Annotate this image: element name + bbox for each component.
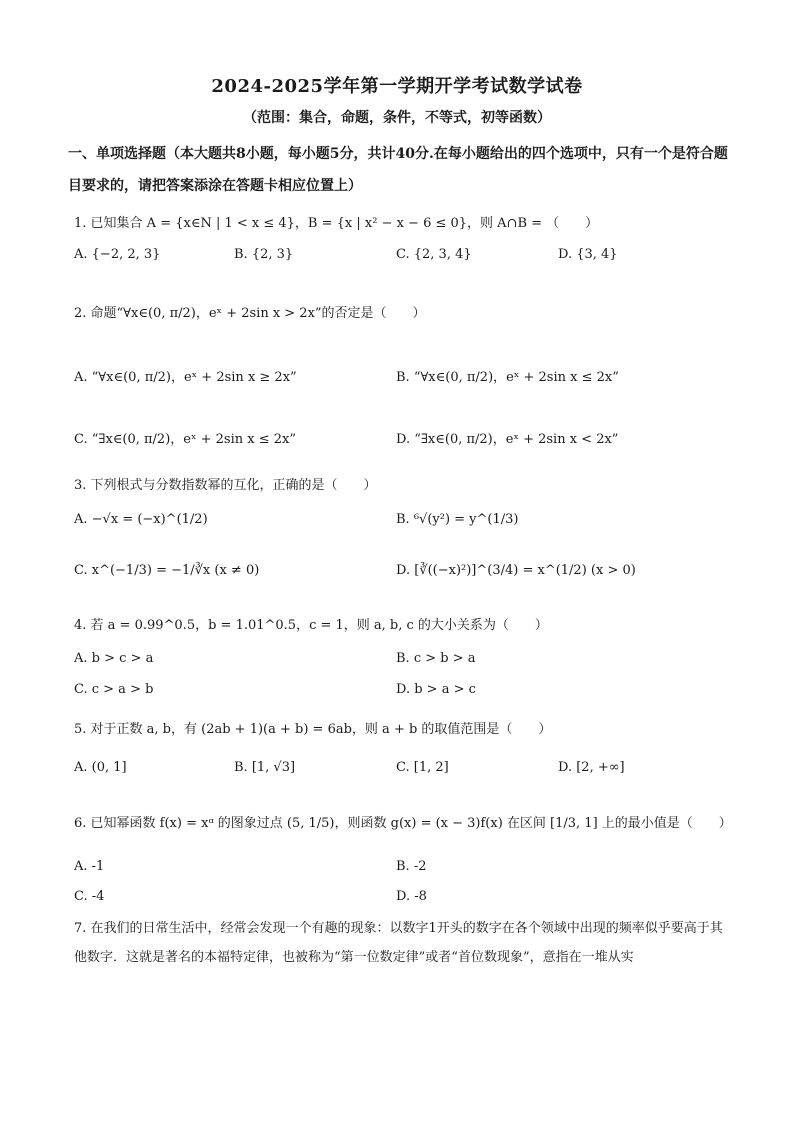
- question-7-stem: 7. 在我们的日常生活中，经常会发现一个有趣的现象：以数字1开头的数字在各个领域中出现的频率似乎要高于其他数字．这就是著名的本福特定律，也被称为“第一位数定律”或者“首位数现象”，意指在一堆从实: [74, 921, 723, 965]
- question-6-stem: 6. 已知幂函数 f(x) = xᵅ 的图象过点 (5, 1/5)，则函数 g(x) = (x − 3)f(x) 在区间 [1/3, 1] 上的最小值是（ ）: [74, 816, 732, 831]
- page-title: 2024-2025学年第一学期开学考试数学试卷: [211, 76, 583, 97]
- question-2-option-d: D. “∃x∈(0, π/2)，eˣ + 2sin x < 2x”: [396, 432, 619, 447]
- question-2-option-c: C. “∃x∈(0, π/2)，eˣ + 2sin x ≤ 2x”: [74, 432, 296, 447]
- question-3-option-a: A. −√x = (−x)^(1/2): [74, 512, 208, 527]
- question-4-option-d: D. b > a > c: [396, 682, 476, 697]
- question-3-option-c: C. x^(−1/3) = −1/∛x (x ≠ 0): [74, 563, 260, 578]
- question-3-option-b: B. ⁶√(y²) = y^(1/3): [396, 512, 519, 527]
- question-2-option-b: B. “∀x∈(0, π/2)，eˣ + 2sin x ≤ 2x”: [396, 370, 619, 385]
- question-4-option-a: A. b > c > a: [74, 651, 154, 666]
- question-4-option-c: C. c > a > b: [74, 682, 154, 697]
- section-heading: 一、单项选择题（本大题共8小题，每小题5分，共计40分.在每小题给出的四个选项中，只有一个是符合题目要求的，请把答案添涂在答题卡相应位置上）: [68, 146, 728, 194]
- question-4-stem: 4. 若 a = 0.99^0.5，b = 1.01^0.5，c = 1，则 a, b, c 的大小关系为（ ）: [74, 618, 548, 633]
- question-1-option-c: C. {2, 3, 4}: [396, 247, 472, 262]
- question-2-option-a: A. “∀x∈(0, π/2)，eˣ + 2sin x ≥ 2x”: [74, 370, 297, 385]
- question-5-option-b: B. [1, √3]: [234, 760, 296, 775]
- question-1-stem: 1. 已知集合 A = {x∈N | 1 < x ≤ 4}，B = {x | x² − x − 6 ≤ 0}，则 A∩B = （ ）: [74, 216, 599, 231]
- question-1-option-d: D. {3, 4}: [558, 247, 618, 262]
- page-subtitle: （范围：集合，命题，条件，不等式，初等函数）: [243, 110, 551, 126]
- question-6-option-a: A. -1: [74, 859, 105, 874]
- question-4-option-b: B. c > b > a: [396, 651, 476, 666]
- question-5-option-d: D. [2, +∞]: [558, 760, 625, 775]
- question-3-stem: 3. 下列根式与分数指数幂的互化，正确的是（ ）: [74, 478, 377, 493]
- question-6-option-c: C. -4: [74, 889, 105, 904]
- question-5-option-a: A. (0, 1]: [74, 760, 127, 775]
- question-5-option-c: C. [1, 2]: [396, 760, 449, 775]
- question-3-option-d: D. [∛((−x)²)]^(3/4) = x^(1/2) (x > 0): [396, 563, 636, 578]
- question-1-option-a: A. {−2, 2, 3}: [74, 247, 161, 262]
- question-5-stem: 5. 对于正数 a, b，有 (2ab + 1)(a + b) = 6ab，则 a + b 的取值范围是（ ）: [74, 722, 552, 737]
- question-6-option-b: B. -2: [396, 859, 427, 874]
- question-6-option-d: D. -8: [396, 889, 427, 904]
- question-2-stem: 2. 命题“∀x∈(0, π/2)，eˣ + 2sin x > 2x”的否定是（ ）: [74, 306, 426, 321]
- question-1-option-b: B. {2, 3}: [234, 247, 294, 262]
